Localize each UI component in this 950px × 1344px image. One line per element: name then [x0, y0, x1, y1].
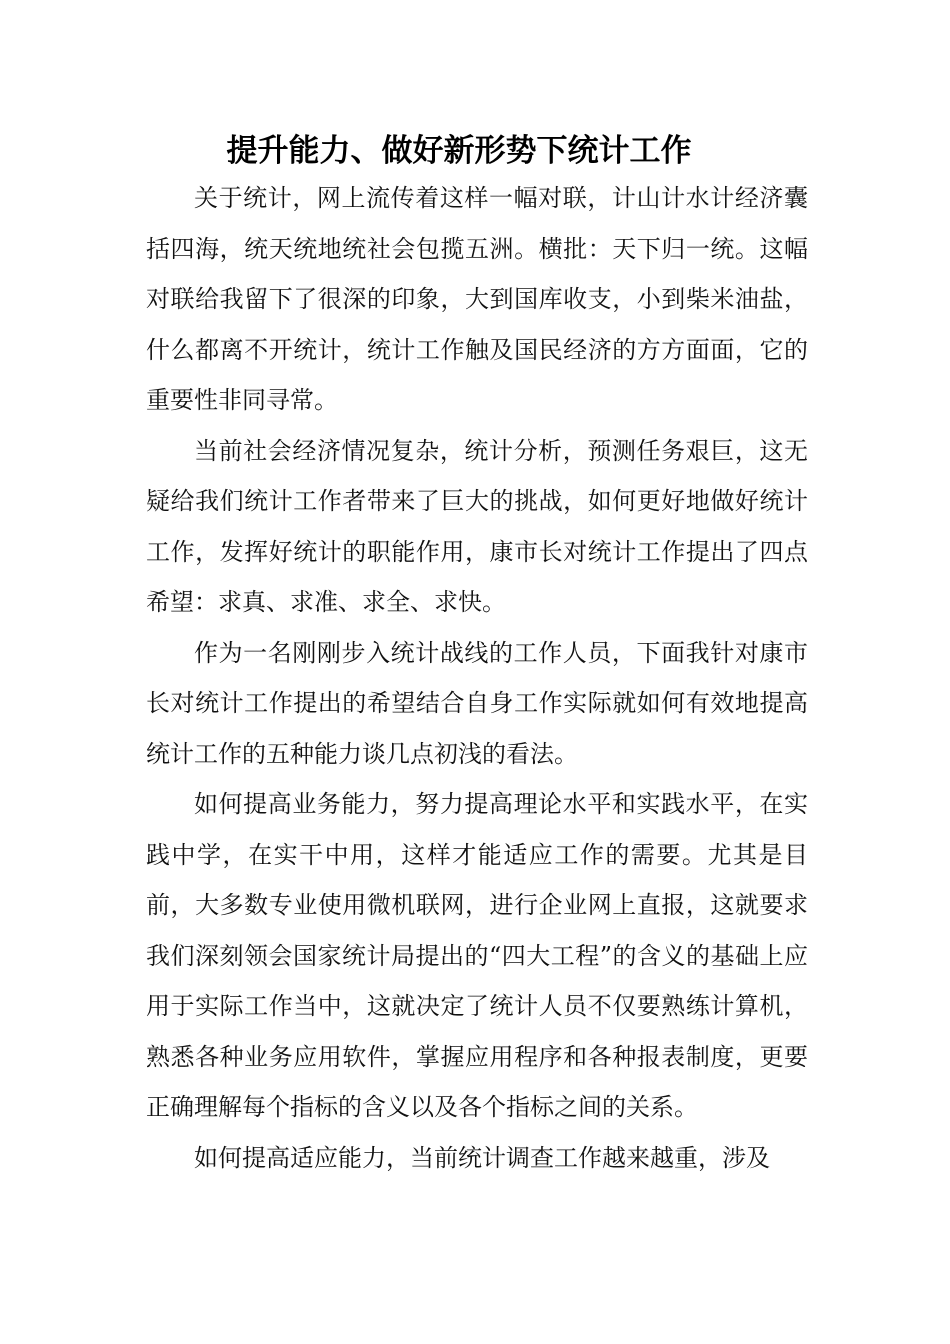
paragraph-couplet: 关于统计，网上流传着这样一幅对联，计山计水计经济囊括四海，统天统地统社会包揽五洲。横批：天下归一统。这幅对联给我留下了很深的印象，大到国库收支，小到柴米油盐，什么都离不开统计，统计工作触及国民经济的方方面面，它的重要性非同寻常。	[146, 184, 808, 414]
paragraph-business-ability: 如何提高业务能力，努力提高理论水平和实践水平，在实践中学，在实干中用，这样才能适应工作的需要。尤其是目前，大多数专业使用微机联网，进行企业网上直报，这就要求我们深刻领会国家统计局提出的“四大工程”的含义的基础上应用于实际工作当中，这就决定了统计人员不仅要熟练计算机，熟悉各种业务应用软件，掌握应用程序和各种报表制度，更要正确理解每个指标的含义以及各个指标之间的关系。	[146, 790, 808, 1121]
paragraph-challenges: 当前社会经济情况复杂，统计分析，预测任务艰巨，这无疑给我们统计工作者带来了巨大的挑战，如何更好地做好统计工作，发挥好统计的职能作用，康市长对统计工作提出了四点希望：求真、求准、求全、求快。	[146, 436, 808, 616]
document-title: 提升能力、做好新形势下统计工作	[226, 133, 692, 169]
paragraph-intro: 作为一名刚刚步入统计战线的工作人员，下面我针对康市长对统计工作提出的希望结合自身工作实际就如何有效地提高统计工作的五种能力谈几点初浅的看法。	[146, 638, 808, 768]
paragraph-adaptability: 如何提高适应能力，当前统计调查工作越来越重，涉及	[194, 1143, 770, 1172]
document-body	[146, 173, 808, 1183]
